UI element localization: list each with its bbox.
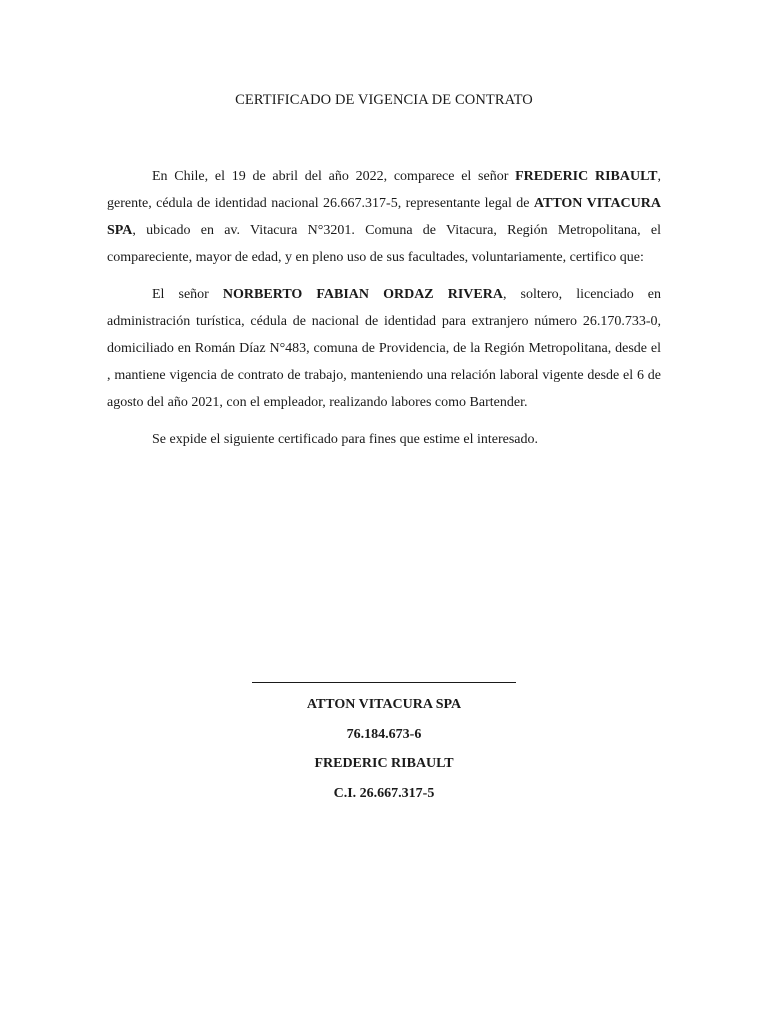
signature-ci: C.I. 26.667.317-5 [333,785,435,801]
signature-rut: 76.184.673-6 [346,726,422,742]
paragraph-text: En Chile, el 19 de abril del año 2022, comparece el señor [152,169,516,184]
company-name: ATTON VITACURA SPA [107,196,661,238]
signature-name: FREDERIC RIBAULT [314,756,454,771]
signature-company: ATTON VITACURA SPA [306,697,462,712]
paragraph-text: , gerente, cédula de identidad nacional 26.667.317-5, representante legal de [107,169,661,211]
paragraph-text: , soltero, licenciado en administración turística, cédula de nacional de identidad para extranjero número 26.170.733-0, domiciliado en Román Díaz N°483, comuna de Providencia, de la Región Metropolitana, desde el , mantiene vigencia de contrato de trabajo, manteniendo una relación laboral vigente desde el 6 de agosto del año 2021, con el empleador, realizando labores como Bartender. [107,287,662,410]
paragraph-appearance [107,163,661,271]
signature-line [252,682,516,683]
employee-name: NORBERTO FABIAN ORDAZ RIVERA [222,287,503,302]
paragraph-closing: Se expide el siguiente certificado para fines que estime el interesado. [152,432,539,447]
representative-name: FREDERIC RIBAULT [515,169,658,184]
paragraph-text: El señor [152,287,223,302]
document-title: CERTIFICADO DE VIGENCIA DE CONTRATO [235,92,533,108]
paragraph-text: , ubicado en av. Vitacura N°3201. Comuna de Vitacura, Región Metropolitana, el compareciente, mayor de edad, y en pleno uso de sus facultades, voluntariamente, certifico que: [107,223,661,265]
signature-block [0,690,768,808]
document-body [107,163,661,453]
paragraph-employee [107,281,661,416]
